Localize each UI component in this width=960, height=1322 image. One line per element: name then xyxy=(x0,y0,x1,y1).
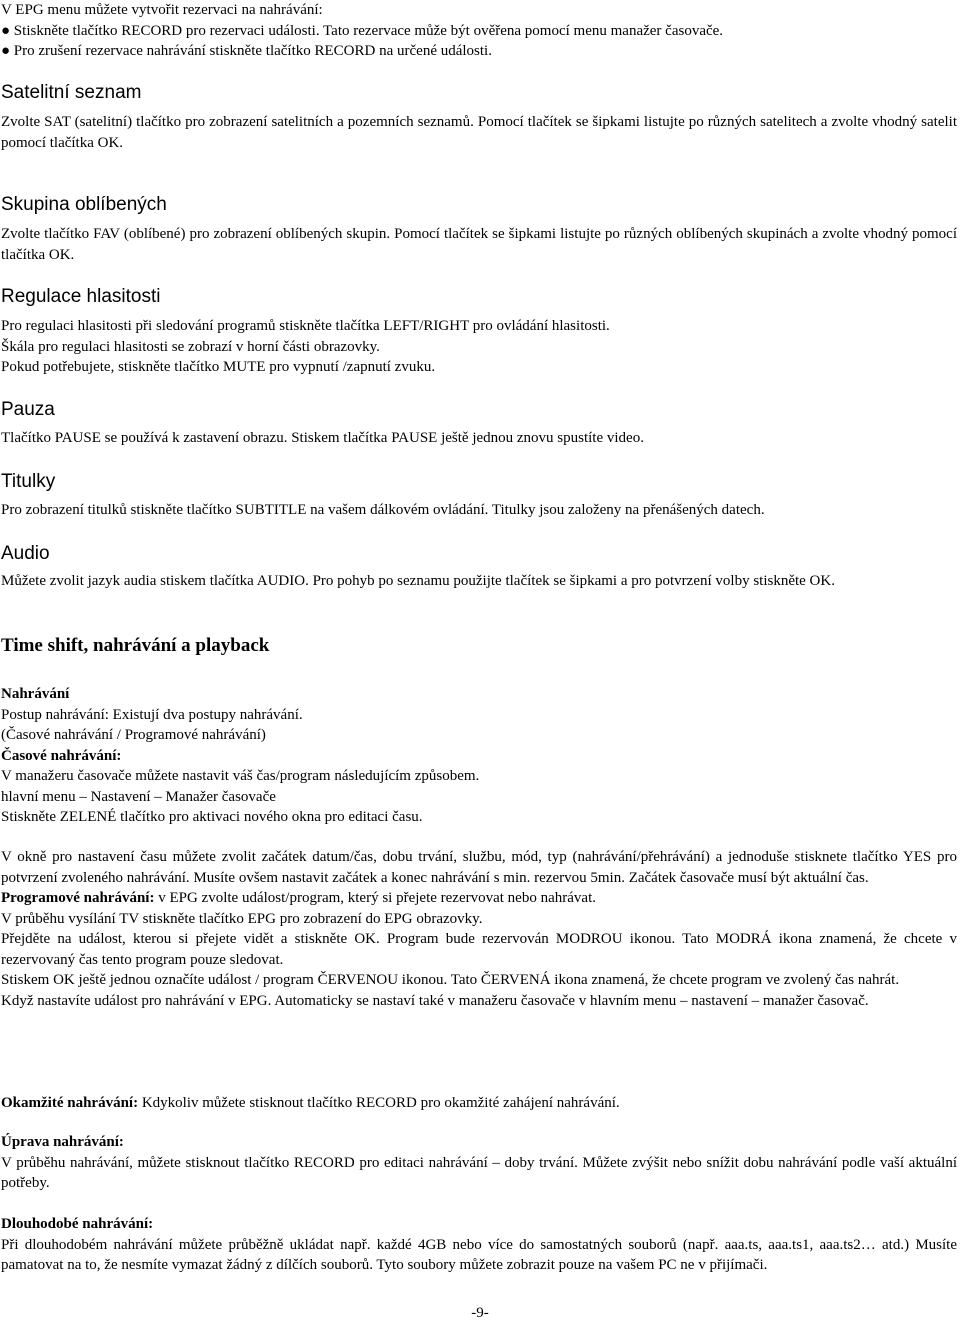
section-titulky-body-wrap xyxy=(1,500,957,521)
intro-bullet-record: ● Stiskněte tlačítko RECORD pro rezervaci události. Tato rezervace může být ověřena pomocí menu manažer časovače. xyxy=(1,22,724,39)
intro-bullet-cancel: ● Pro zrušení rezervace nahrávání stiskněte tlačítko RECORD na určené události. xyxy=(1,43,492,59)
page-number: -9- xyxy=(471,1305,489,1321)
section-heading: Regulace hlasitosti xyxy=(1,286,161,307)
section-heading: Skupina oblíbených xyxy=(1,194,167,215)
subheading-nahravani: Nahrávání xyxy=(1,686,70,702)
section-uprava xyxy=(1,1132,957,1194)
section-heading: Audio xyxy=(1,543,50,564)
intro-line: V EPG menu můžete vytvořit rezervaci na nahrávání: xyxy=(1,2,323,18)
section-skupina-oblibenych xyxy=(1,194,957,216)
section-satelitni-body-wrap xyxy=(1,112,957,153)
section-audio xyxy=(1,543,957,565)
section-line: V průběhu vysílání TV stiskněte tlačítko EPG pro zobrazení do EPG obrazovky. xyxy=(1,910,483,927)
section-paragraph: Při dlouhodobém nahrávání můžete průběžně ukládat např. každé 4GB nebo více do samostatných souborů (např. aaa.ts, aaa.ts1, aaa.ts2… atd.) Musíte pamatovat na to, že nesmíte vymazat žádný z dílčích souborů. Tyto soubory můžete zobrazit pouze na vašem PC ne v přijímači. xyxy=(1,1236,957,1273)
section-paragraph: V okně pro nastavení času můžete zvolit začátek datum/čas, dobu trvání, službu, mód, typ (nahrávání/přehrávání) a jednoduše stisknete tlačítko YES pro potvrzení zvoleného nahrávání. Musíte ovšem nastavit začátek a konec nahrávání s min. rezervou 5min. Začátek časovače musí být aktuální čas. xyxy=(1,849,957,886)
section-paragraph: Přejděte na událost, kterou si přejete vidět a stiskněte OK. Program bude rezervován MODROU ikonou. Tato MODRÁ ikona znamená, že chcete v rezervovaný čas tento program pouze sledovat. xyxy=(1,931,957,968)
section-line: V manažeru časovače můžete nastavit váš čas/program následujícím způsobem. xyxy=(1,768,480,784)
section-body: Tlačítko PAUSE se používá k zastavení obrazu. Stiskem tlačítka PAUSE ještě jednou znovu spustíte video. xyxy=(1,430,644,446)
section-heading: Titulky xyxy=(1,471,56,492)
section-paragraph: Stiskem OK ještě jednou označíte událost / program ČERVENOU ikonou. Tato ČERVENÁ ikona znamená, že chcete program ve zvolený čas nahrát. xyxy=(1,972,900,988)
section-audio-body-wrap xyxy=(1,571,957,592)
section-satelitni-seznam xyxy=(1,82,957,104)
section-heading: Satelitní seznam xyxy=(1,82,142,103)
intro-section xyxy=(1,0,957,62)
text-programove: v EPG zvolte událost/program, který si přejete rezervovat nebo nahrávat. xyxy=(154,890,596,906)
section-dlouhodobe xyxy=(1,1214,957,1276)
section-pauza-body-wrap xyxy=(1,428,957,449)
section-paragraph xyxy=(1,1093,957,1114)
section-body: Zvolte tlačítko FAV (oblíbené) pro zobrazení oblíbených skupin. Pomocí tlačítek se šipkami listujte po různých oblíbených skupinách a zvolte vhodný pomocí tlačítka OK. xyxy=(1,226,957,263)
text-okamzite: Kdykoliv můžete stisknout tlačítko RECORD pro okamžité zahájení nahrávání. xyxy=(138,1095,620,1111)
subheading-casove-nahravani: Časové nahrávání: xyxy=(1,747,122,764)
section-time-shift xyxy=(1,635,957,657)
label-dlouhodobe-nahravani: Dlouhodobé nahrávání: xyxy=(1,1216,154,1232)
section-line: Postup nahrávání: Existují dva postupy nahrávání. xyxy=(1,706,303,723)
section-nahravani-cont xyxy=(1,847,957,1011)
section-line: hlavní menu – Nastavení – Manažer časovače xyxy=(1,788,276,805)
section-heading: Time shift, nahrávání a playback xyxy=(1,635,270,656)
section-line: Škála pro regulaci hlasitosti se zobrazí v horní části obrazovky. xyxy=(1,338,380,355)
section-line: Pro regulaci hlasitosti při sledování programů stiskněte tlačítka LEFT/RIGHT pro ovládání hlasitosti. xyxy=(1,318,610,334)
section-skupina-body-wrap xyxy=(1,224,957,265)
label-okamzite-nahravani: Okamžité nahrávání: xyxy=(1,1095,139,1111)
section-paragraph-programove xyxy=(1,888,957,909)
section-hlasitost-body-wrap xyxy=(1,316,957,378)
section-pauza xyxy=(1,399,957,421)
section-nahravani xyxy=(1,684,957,828)
section-titulky xyxy=(1,471,957,493)
section-line: Pokud potřebujete, stiskněte tlačítko MUTE pro vypnutí /zapnutí zvuku. xyxy=(1,359,436,375)
section-heading: Pauza xyxy=(1,399,55,420)
section-line: Stiskněte ZELENÉ tlačítko pro aktivaci nového okna pro editaci času. xyxy=(1,809,423,825)
section-body: Můžete zvolit jazyk audia stiskem tlačítka AUDIO. Pro pohyb po seznamu použijte tlačítek se šipkami a pro potvrzení volby stiskněte OK. xyxy=(1,573,835,589)
section-okamzite xyxy=(1,1093,957,1114)
section-body: Zvolte SAT (satelitní) tlačítko pro zobrazení satelitních a pozemních seznamů. Pomocí tlačítek se šipkami listujte po různých satelitech a zvolte vhodný satelit pomocí tlačítka OK. xyxy=(1,114,957,151)
section-body: Pro zobrazení titulků stiskněte tlačítko SUBTITLE na vašem dálkovém ovládání. Titulky jsou založeny na přenášených datech. xyxy=(1,502,765,518)
section-paragraph: Když nastavíte událost pro nahrávání v EPG. Automaticky se nastaví také v manažeru časovače v hlavním menu – nastavení – manažer časovač. xyxy=(1,992,869,1009)
section-regulace-hlasitosti xyxy=(1,286,957,308)
section-line: (Časové nahrávání / Programové nahrávání) xyxy=(1,727,266,743)
label-programove-nahravani: Programové nahrávání: xyxy=(1,890,155,906)
section-paragraph: V průběhu nahrávání, můžete stisknout tlačítko RECORD pro editaci nahrávání – doby trvání. Můžete zvýšit nebo snížit dobu nahrávání podle vaší aktuální potřeby. xyxy=(1,1154,957,1191)
label-uprava-nahravani: Úprava nahrávání: xyxy=(1,1134,124,1150)
